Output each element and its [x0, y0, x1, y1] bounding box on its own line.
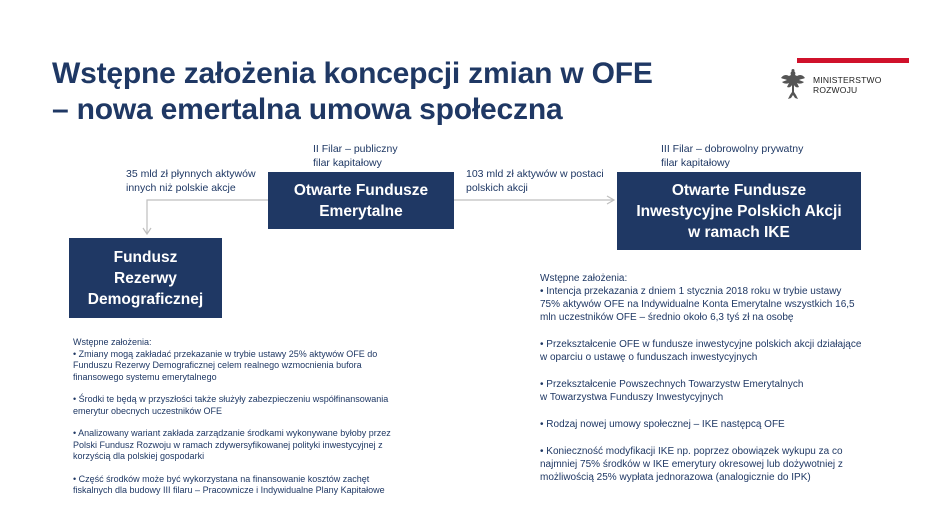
title-line-2: – nowa emertalna umowa społeczna [52, 93, 563, 126]
notes-right-item-5-line-2: najmniej 75% środków w IKE emerytury okresowej lub dożywotniej z [540, 459, 843, 470]
pillar2-label-line-2: filar kapitałowy [313, 157, 382, 169]
notes-right-item-3-line-1: • Przekształcenie Powszechnych Towarzystw Emerytalnych [540, 379, 804, 390]
ofi-box-line-3: w ramach IKE [688, 223, 790, 241]
notes-right-item-3-line-2: w Towarzystwa Funduszy Inwestycyjnych [540, 392, 724, 403]
notes-left-item-3-line-3: korzyścią dla polskiej gospodarki [73, 451, 205, 461]
pillar3-label-line-1: III Filar – dobrowolny prywatny [661, 143, 804, 155]
notes-right-item-1-line-3: mln uczestników OFE – średnio około 6,3 tyś zł na osobę [540, 312, 794, 323]
ofi-box-line-1: Otwarte Fundusze [671, 181, 807, 199]
left-flow-label-line-2: innych niż polskie akcje [126, 182, 236, 194]
title-line-1: Wstępne założenia koncepcji zmian w OFE [52, 57, 653, 90]
notes-right-heading: Wstępne założenia: [540, 273, 628, 284]
notes-left-item-4-line-1: • Część środków może być wykorzystana na finansowanie kosztów zachęt [73, 473, 370, 484]
ministry-name-line-2: ROZWOJU [813, 85, 858, 95]
notes-left-item-3-line-1: • Analizowany wariant zakłada zarządzanie środkami wykonywane byłoby przez [73, 428, 391, 438]
notes-right-item-4-line-1: • Rodzaj nowej umowy społecznej – IKE następcą OFE [540, 419, 785, 430]
ofe-box-line-2: Emerytalne [319, 202, 403, 220]
frd-box-line-2: Rezerwy [114, 269, 177, 287]
notes-left-item-1-line-3: finansowego systemu emerytalnego [73, 371, 217, 382]
notes-left-item-4-line-2: fiskalnych dla budowy III filaru – Pracownicze i Indywidualne Plany Kapitałowe [73, 485, 385, 495]
notes-right-item-1-line-2: 75% aktywów OFE na Indywidualne Konta Emerytalne wszystkich 16,5 [540, 299, 855, 310]
ministry-name-line-1: MINISTERSTWO [813, 75, 882, 85]
right-flow-label-line-2: polskich akcji [466, 182, 528, 194]
notes-right-item-5-line-3: możliwością 25% wypłata jednorazowa (analogicznie do IPK) [540, 472, 811, 483]
notes-left-item-2-line-2: emerytur obecnych uczestników OFE [73, 405, 223, 416]
arrow-to-frd [147, 200, 268, 233]
frd-box-line-1: Fundusz [113, 248, 178, 266]
ofi-box-line-2: Inwestycyjne Polskich Akcji [636, 202, 842, 220]
notes-left-item-2-line-1: • Środki te będą w przyszłości także służyły zabezpieczeniu współfinansowania [73, 394, 389, 404]
ofe-box-line-1: Otwarte Fundusze [293, 181, 429, 199]
notes-left-item-3-line-2: Polski Fundusz Rozwoju w ramach zdywersyfikowanej polityki inwestycyjnej z [73, 439, 383, 450]
right-flow-label-line-1: 103 mld zł aktywów w postaci [466, 168, 604, 180]
notes-left-item-1-line-2: Funduszu Rezerwy Demograficznej celem realnego wzmocnienia bufora [73, 360, 362, 370]
notes-left-item-1-line-1: • Zmiany mogą zakładać przekazanie w trybie ustawy 25% aktywów OFE do [73, 348, 378, 359]
notes-right-item-5-line-1: • Konieczność modyfikacji IKE np. poprzez obowiązek wykupu za co [540, 446, 843, 457]
notes-right [540, 272, 885, 484]
left-flow-label-line-1: 35 mld zł płynnych aktywów [126, 168, 256, 180]
frd-box [69, 238, 222, 318]
ofe-box [268, 172, 454, 229]
frd-box-line-3: Demograficznej [87, 290, 204, 308]
pillar2-label-line-1: II Filar – publiczny [313, 143, 398, 155]
ofi-box [617, 172, 861, 250]
notes-left-heading: Wstępne założenia: [73, 337, 152, 347]
notes-right-item-2-line-1: • Przekształcenie OFE w fundusze inwestycyjne polskich akcji działające [540, 339, 862, 350]
pillar3-label-line-2: filar kapitałowy [661, 157, 730, 169]
notes-left [73, 337, 413, 497]
notes-right-item-1-line-1: • Intencja przekazania z dniem 1 stycznia 2018 roku w trybie ustawy [540, 286, 842, 297]
notes-right-item-2-line-2: w oparciu o ustawę o funduszach inwestycyjnych [540, 352, 758, 363]
